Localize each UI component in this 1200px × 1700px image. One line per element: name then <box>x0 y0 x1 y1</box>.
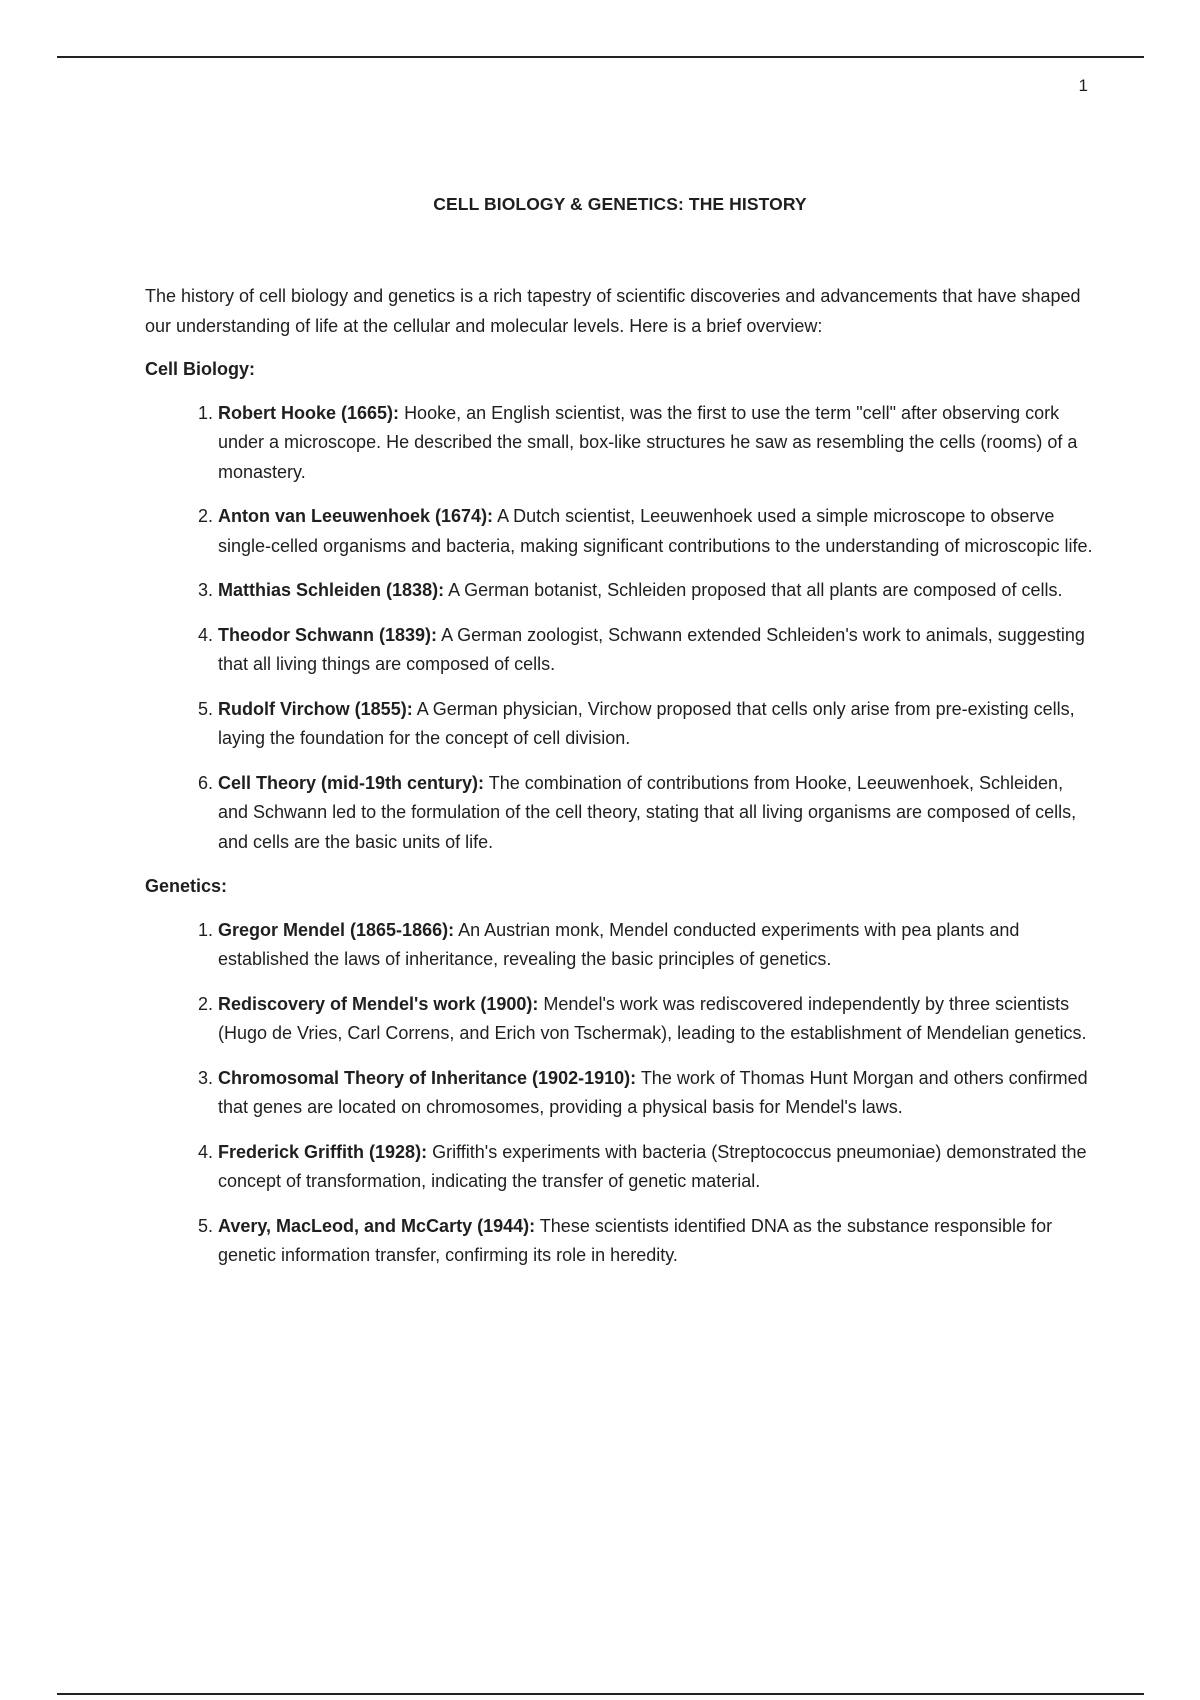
item-text: A Dutch scientist, Leeuwenhoek used a simple microscope to observe single-celled organisms and bacteria, making significant contributions to the understanding of microscopic life. <box>218 506 1093 556</box>
item-name: Avery, MacLeod, and McCarty (1944): <box>218 1215 536 1236</box>
item-text: A German zoologist, Schwann extended Schleiden's work to animals, suggesting that all living things are composed of cells. <box>218 624 1085 674</box>
item-text: A German botanist, Schleiden proposed that all plants are composed of cells. <box>448 580 1063 600</box>
item-name: Rediscovery of Mendel's work (1900): <box>218 993 539 1014</box>
item-text: An Austrian monk, Mendel conducted experiments with pea plants and established the laws of inheritance, revealing the basic principles of genetics. <box>218 919 1020 969</box>
cell-biology-heading: Cell Biology: <box>145 359 256 379</box>
document-body <box>145 282 1095 1286</box>
page-number: 1 <box>1078 76 1088 95</box>
item-name: Chromosomal Theory of Inheritance (1902-1910): <box>218 1067 637 1088</box>
list-item <box>218 695 1095 754</box>
header-rule <box>57 56 1144 58</box>
item-text: Hooke, an English scientist, was the first to use the term "cell" after observing cork under a microscope. He described the small, box-like structures he saw as resembling the cells (rooms) of a monastery. <box>218 402 1078 482</box>
item-text: These scientists identified DNA as the substance responsible for genetic information transfer, confirming its role in heredity. <box>218 1215 1053 1265</box>
list-item <box>218 1212 1095 1271</box>
item-text: The combination of contributions from Hooke, Leeuwenhoek, Schleiden, and Schwann led to the formulation of the cell theory, stating that all living organisms are composed of cells, and cells are the basic units of life. <box>218 772 1077 852</box>
item-text: Griffith's experiments with bacteria (Streptococcus pneumoniae) demonstrated the concept of transformation, indicating the transfer of genetic material. <box>218 1141 1087 1191</box>
item-text: Mendel's work was rediscovered independently by three scientists (Hugo de Vries, Carl Correns, and Erich von Tschermak), leading to the establishment of Mendelian genetics. <box>218 993 1087 1043</box>
intro-paragraph: The history of cell biology and genetics is a rich tapestry of scientific discoveries and advancements that have shaped our understanding of life at the cellular and molecular levels. Here is a brief overview: <box>145 286 1081 336</box>
item-name: Cell Theory (mid-19th century): <box>218 772 485 793</box>
genetics-heading: Genetics: <box>145 876 228 896</box>
item-name: Rudolf Virchow (1855): <box>218 698 413 719</box>
list-item <box>218 576 1095 606</box>
document-title: CELL BIOLOGY & GENETICS: THE HISTORY <box>433 194 807 214</box>
list-item <box>218 990 1095 1049</box>
item-name: Anton van Leeuwenhoek (1674): <box>218 506 494 526</box>
item-name: Matthias Schleiden (1838): <box>218 580 445 600</box>
item-text: A German physician, Virchow proposed that cells only arise from pre-existing cells, laying the foundation for the concept of cell division. <box>218 698 1075 748</box>
item-name: Frederick Griffith (1928): <box>218 1141 428 1162</box>
item-name: Robert Hooke (1665): <box>218 402 400 423</box>
item-text: The work of Thomas Hunt Morgan and others confirmed that genes are located on chromosomes, providing a physical basis for Mendel's laws. <box>218 1067 1088 1117</box>
genetics-list <box>145 916 1095 1271</box>
list-item <box>218 916 1095 975</box>
item-name: Theodor Schwann (1839): <box>218 624 438 645</box>
list-item <box>218 1064 1095 1123</box>
list-item <box>218 1138 1095 1197</box>
list-item <box>218 502 1095 561</box>
footer-rule <box>57 1693 1144 1695</box>
list-item <box>218 399 1095 488</box>
cell-biology-list <box>145 399 1095 858</box>
list-item <box>218 621 1095 680</box>
list-item <box>218 769 1095 858</box>
item-name: Gregor Mendel (1865-1866): <box>218 919 455 940</box>
